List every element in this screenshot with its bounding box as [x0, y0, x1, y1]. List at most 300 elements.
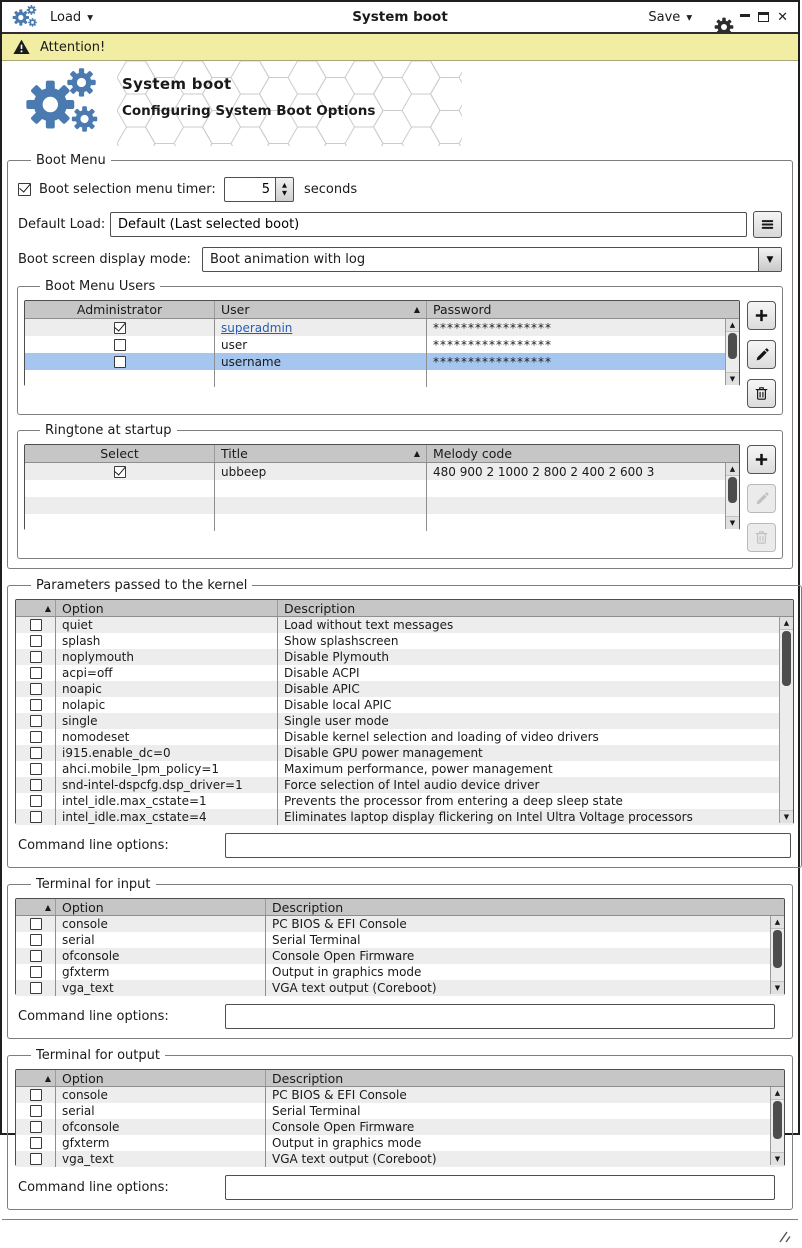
scroll-up-icon[interactable]: ▲ — [726, 319, 739, 332]
attention-banner — [2, 34, 798, 61]
table-row[interactable] — [25, 336, 739, 353]
chevron-down-icon: ▼ — [87, 12, 93, 22]
option-cell — [56, 1135, 266, 1151]
scroll-down-icon[interactable]: ▼ — [780, 810, 793, 823]
column-header[interactable] — [56, 1070, 266, 1086]
scroll-up-icon[interactable]: ▲ — [771, 1087, 784, 1100]
warning-triangle-icon — [12, 38, 31, 56]
kernel-cmdline-input[interactable] — [225, 833, 791, 858]
close-button[interactable]: ✕ — [777, 9, 788, 25]
option-name: gfxterm — [62, 965, 110, 979]
checkbox-cell — [16, 809, 56, 825]
row-checkbox[interactable] — [30, 683, 42, 695]
melody-code: 480 900 2 1000 2 800 2 400 2 600 3 — [433, 464, 655, 479]
column-header[interactable] — [215, 445, 427, 462]
column-header[interactable] — [427, 445, 739, 462]
checkbox-cell — [16, 633, 56, 649]
column-header[interactable] — [25, 445, 215, 462]
option-cell — [56, 964, 266, 980]
users-table-scrollbar[interactable] — [725, 319, 739, 385]
row-checkbox[interactable] — [30, 731, 42, 743]
option-description: Serial Terminal — [272, 933, 361, 947]
column-header[interactable] — [16, 1070, 56, 1086]
option-cell — [56, 1103, 266, 1119]
column-header-label: Melody code — [433, 446, 513, 461]
save-menu-button[interactable] — [648, 10, 692, 25]
column-header[interactable] — [25, 301, 215, 318]
checkbox-cell — [16, 761, 56, 777]
column-header[interactable] — [427, 301, 739, 318]
table-row[interactable] — [16, 761, 793, 777]
option-description: PC BIOS & EFI Console — [272, 1088, 407, 1102]
table-row[interactable] — [16, 948, 784, 964]
checkbox-cell — [16, 1135, 56, 1151]
description-cell — [266, 1119, 784, 1135]
trash-icon — [753, 385, 770, 402]
column-header[interactable] — [56, 600, 278, 616]
display-mode-value: Boot animation with log — [210, 252, 366, 267]
option-name: nolapic — [62, 698, 106, 712]
option-cell — [56, 681, 278, 697]
checkbox-cell — [16, 980, 56, 996]
user-cell — [215, 336, 427, 353]
option-description: Load without text messages — [284, 618, 454, 632]
edit-user-button[interactable] — [747, 340, 776, 369]
option-cell — [56, 1151, 266, 1167]
terminal-input-section — [7, 877, 793, 1039]
column-header[interactable] — [266, 1070, 784, 1086]
option-name: nomodeset — [62, 730, 130, 744]
option-description: Serial Terminal — [272, 1104, 361, 1118]
column-header-label: Option — [62, 899, 104, 915]
option-cell — [56, 649, 278, 665]
description-cell — [278, 633, 793, 649]
scroll-down-icon[interactable]: ▼ — [726, 372, 739, 385]
timer-unit-label: seconds — [304, 182, 358, 197]
option-name: ofconsole — [62, 949, 120, 963]
table-row[interactable] — [16, 1119, 784, 1135]
minimize-button[interactable] — [740, 14, 750, 17]
option-cell — [56, 713, 278, 729]
option-name: splash — [62, 634, 101, 648]
scrollbar-thumb[interactable] — [728, 333, 737, 359]
plus-icon — [753, 307, 770, 324]
column-header[interactable] — [16, 600, 56, 616]
ringtone-table-scrollbar[interactable] — [725, 463, 739, 529]
terminal-input-scrollbar[interactable] — [770, 916, 784, 994]
description-cell — [278, 665, 793, 681]
option-name: vga_text — [62, 981, 114, 995]
column-header-label: Option — [62, 1070, 104, 1086]
option-name: serial — [62, 933, 95, 947]
window-title: System boot — [352, 9, 448, 25]
page-header — [2, 61, 798, 146]
row-checkbox[interactable] — [30, 982, 42, 994]
row-checkbox[interactable] — [30, 1137, 42, 1149]
column-header[interactable] — [16, 899, 56, 915]
description-cell — [278, 793, 793, 809]
edit-ringtone-button[interactable] — [747, 484, 776, 513]
scrollbar-thumb[interactable] — [782, 631, 791, 686]
option-description: Console Open Firmware — [272, 949, 415, 963]
boot-timer-input[interactable] — [224, 177, 276, 202]
table-row[interactable] — [16, 745, 793, 761]
checkbox-cell — [16, 948, 56, 964]
default-load-input[interactable] — [110, 212, 747, 237]
user-cell — [215, 319, 427, 336]
boot-timer-checkbox[interactable] — [18, 183, 31, 196]
checkbox-cell — [16, 617, 56, 633]
row-checkbox[interactable] — [30, 1105, 42, 1117]
table-row[interactable] — [16, 617, 793, 633]
option-description: Output in graphics mode — [272, 1136, 422, 1150]
option-cell — [56, 729, 278, 745]
empty-row — [25, 480, 739, 497]
scroll-up-icon[interactable]: ▲ — [780, 617, 793, 630]
row-checkbox[interactable] — [30, 1121, 42, 1133]
column-header[interactable] — [56, 899, 266, 915]
table-row[interactable] — [16, 980, 784, 996]
plus-icon — [753, 451, 770, 468]
option-description: Disable Plymouth — [284, 650, 389, 664]
load-menu-label: Load — [50, 9, 82, 25]
description-cell — [278, 745, 793, 761]
option-name: noplymouth — [62, 650, 134, 664]
display-mode-label: Boot screen display mode: — [18, 252, 191, 267]
checkbox-cell — [16, 916, 56, 932]
column-header-label: Password — [433, 302, 492, 317]
option-cell — [56, 948, 266, 964]
option-description: Prevents the processor from entering a deep sleep state — [284, 794, 623, 808]
checkbox-cell — [16, 1087, 56, 1103]
table-row[interactable] — [16, 777, 793, 793]
checkbox-cell — [16, 777, 56, 793]
description-cell — [266, 1135, 784, 1151]
empty-row — [25, 514, 739, 531]
option-description: Disable local APIC — [284, 698, 392, 712]
pencil-icon — [754, 491, 770, 507]
column-header[interactable] — [266, 899, 784, 915]
checkbox-cell — [16, 681, 56, 697]
row-checkbox[interactable] — [30, 950, 42, 962]
empty-cell — [427, 370, 739, 387]
row-checkbox[interactable] — [30, 795, 42, 807]
option-description: Disable GPU power management — [284, 746, 483, 760]
row-checkbox[interactable] — [30, 918, 42, 930]
description-cell — [278, 761, 793, 777]
sort-asc-icon: ▲ — [44, 902, 51, 912]
option-description: Force selection of Intel audio device driver — [284, 778, 540, 792]
option-cell — [56, 1119, 266, 1135]
empty-cell — [427, 480, 739, 497]
delete-ringtone-button[interactable] — [747, 523, 776, 552]
option-name: console — [62, 917, 108, 931]
user-cell — [215, 353, 427, 370]
empty-cell — [215, 370, 427, 387]
boot-menu-section — [7, 153, 793, 569]
terminal-output-section — [7, 1048, 793, 1210]
checkbox-cell — [16, 932, 56, 948]
empty-cell — [427, 514, 739, 531]
row-checkbox[interactable] — [30, 763, 42, 775]
kernel-params-legend: Parameters passed to the kernel — [36, 578, 248, 593]
row-checkbox[interactable] — [114, 356, 126, 368]
kernel-cmdline-label: Command line options: — [18, 838, 169, 853]
table-row[interactable] — [25, 319, 739, 336]
option-name: i915.enable_dc=0 — [62, 746, 171, 760]
sort-asc-icon: ▲ — [413, 449, 420, 458]
option-description: Show splashscreen — [284, 634, 399, 648]
scroll-down-icon[interactable]: ▼ — [771, 981, 784, 994]
checkbox-cell — [16, 665, 56, 681]
option-description: Disable kernel selection and loading of video drivers — [284, 730, 599, 744]
password-cell — [427, 319, 739, 336]
checkbox-cell — [16, 729, 56, 745]
default-load-list-button[interactable] — [753, 211, 782, 238]
checkbox-cell — [16, 1151, 56, 1167]
settings-gear-icon[interactable] — [705, 8, 724, 27]
terminal-output-scrollbar[interactable] — [770, 1087, 784, 1165]
option-cell — [56, 916, 266, 932]
chevron-down-icon: ▼ — [686, 12, 693, 22]
description-cell — [266, 1087, 784, 1103]
option-name: quiet — [62, 618, 93, 632]
row-checkbox[interactable] — [30, 651, 42, 663]
description-cell — [278, 617, 793, 633]
option-name: gfxterm — [62, 1136, 110, 1150]
table-row[interactable] — [25, 353, 739, 370]
row-checkbox[interactable] — [114, 322, 126, 334]
option-description: Disable ACPI — [284, 666, 360, 680]
kernel-params-section — [7, 578, 802, 868]
description-cell — [266, 1103, 784, 1119]
kernel-table-scrollbar[interactable] — [779, 617, 793, 823]
option-cell — [56, 745, 278, 761]
spin-down-icon[interactable]: ▼ — [282, 188, 287, 197]
display-mode-select[interactable] — [202, 247, 782, 272]
terminal-input-cmdline-input[interactable] — [225, 1004, 775, 1029]
scrollbar-track[interactable] — [771, 929, 784, 981]
empty-cell — [427, 497, 739, 514]
load-menu-button[interactable] — [50, 10, 93, 25]
option-name: noapic — [62, 682, 102, 696]
terminal-output-cmdline-input[interactable] — [225, 1175, 775, 1200]
column-header-label: Description — [272, 1070, 344, 1086]
row-checkbox[interactable] — [30, 715, 42, 727]
option-description: VGA text output (Coreboot) — [272, 981, 437, 995]
option-cell — [56, 777, 278, 793]
option-cell — [56, 1087, 266, 1103]
table-row[interactable] — [16, 665, 793, 681]
table-row[interactable] — [16, 1087, 784, 1103]
row-checkbox[interactable] — [30, 934, 42, 946]
default-load-label: Default Load: — [18, 217, 106, 232]
row-checkbox[interactable] — [30, 667, 42, 679]
main-content — [2, 146, 798, 1219]
description-cell — [278, 681, 793, 697]
password-masked: ***************** — [433, 354, 552, 369]
app-gears-icon — [12, 5, 39, 29]
table-row[interactable] — [16, 729, 793, 745]
scroll-up-icon[interactable]: ▲ — [726, 463, 739, 476]
row-checkbox[interactable] — [114, 339, 126, 351]
terminal-input-legend: Terminal for input — [36, 877, 151, 892]
option-cell — [56, 697, 278, 713]
sort-asc-icon: ▲ — [413, 305, 420, 314]
row-checkbox[interactable] — [30, 619, 42, 631]
option-cell — [56, 665, 278, 681]
table-row[interactable] — [16, 1103, 784, 1119]
sort-asc-icon: ▲ — [44, 603, 51, 613]
column-header-label: Administrator — [76, 302, 163, 317]
password-masked: ***************** — [433, 320, 552, 335]
scrollbar-thumb[interactable] — [728, 477, 737, 503]
description-cell — [278, 697, 793, 713]
title-bar — [2, 2, 798, 34]
empty-cell — [215, 514, 427, 531]
column-header-label: User — [221, 302, 250, 317]
scrollbar-track[interactable] — [726, 332, 739, 372]
table-row[interactable] — [16, 793, 793, 809]
terminal-input-cmdline-label: Command line options: — [18, 1009, 169, 1024]
boot-timer-spinner[interactable] — [276, 177, 294, 202]
maximize-button[interactable] — [758, 12, 769, 22]
checkbox-cell — [16, 649, 56, 665]
resize-grip[interactable] — [777, 1230, 792, 1243]
row-checkbox[interactable] — [30, 811, 42, 823]
option-name: ahci.mobile_lpm_policy=1 — [62, 762, 220, 776]
scrollbar-thumb[interactable] — [773, 1101, 782, 1139]
description-cell — [266, 932, 784, 948]
table-row[interactable] — [16, 681, 793, 697]
option-cell — [56, 617, 278, 633]
option-description: Maximum performance, power management — [284, 762, 553, 776]
option-name: intel_idle.max_cstate=1 — [62, 794, 207, 808]
description-cell — [278, 809, 793, 825]
option-name: acpi=off — [62, 666, 113, 680]
terminal-output-cmdline-label: Command line options: — [18, 1180, 169, 1195]
empty-cell — [25, 514, 215, 531]
column-header-label: Option — [62, 600, 104, 616]
page-subtitle: Configuring System Boot Options — [122, 103, 376, 119]
status-bar — [2, 1219, 798, 1248]
empty-cell — [25, 370, 215, 387]
melody-cell — [427, 463, 739, 480]
ringtone-table — [24, 444, 740, 530]
row-checkbox[interactable] — [30, 699, 42, 711]
scrollbar-track[interactable] — [771, 1100, 784, 1152]
table-row[interactable] — [16, 964, 784, 980]
table-row[interactable] — [16, 1151, 784, 1167]
table-row[interactable] — [16, 932, 784, 948]
boot-menu-users-legend: Boot Menu Users — [45, 279, 156, 294]
boot-timer-label: Boot selection menu timer: — [18, 182, 224, 197]
table-row[interactable] — [16, 633, 793, 649]
table-row[interactable] — [16, 697, 793, 713]
ringtone-title: ubbeep — [221, 464, 267, 479]
option-cell — [56, 633, 278, 649]
table-row[interactable] — [16, 713, 793, 729]
option-description: PC BIOS & EFI Console — [272, 917, 407, 931]
scroll-down-icon[interactable]: ▼ — [771, 1152, 784, 1165]
row-checkbox[interactable] — [30, 1153, 42, 1165]
column-header-label: Select — [100, 446, 139, 461]
row-checkbox[interactable] — [114, 466, 126, 478]
checkbox-cell — [16, 697, 56, 713]
table-row[interactable] — [16, 649, 793, 665]
dropdown-arrow-icon[interactable]: ▼ — [758, 248, 781, 271]
table-row[interactable] — [25, 463, 739, 480]
checkbox-cell — [25, 336, 215, 353]
scrollbar-thumb[interactable] — [773, 930, 782, 968]
trash-icon — [753, 529, 770, 546]
app-logo-gears-icon — [24, 68, 104, 138]
row-checkbox[interactable] — [30, 747, 42, 759]
checkbox-cell — [16, 964, 56, 980]
table-row[interactable] — [16, 1135, 784, 1151]
boot-menu-users-table — [24, 300, 740, 386]
password-cell — [427, 336, 739, 353]
column-header[interactable] — [215, 301, 427, 318]
row-checkbox[interactable] — [30, 779, 42, 791]
row-checkbox[interactable] — [30, 635, 42, 647]
column-header-label: Description — [272, 899, 344, 915]
title-cell — [215, 463, 427, 480]
terminal-input-table — [15, 898, 785, 995]
checkbox-cell — [25, 319, 215, 336]
add-ringtone-button[interactable] — [747, 445, 776, 474]
checkbox-cell — [16, 793, 56, 809]
option-description: Disable APIC — [284, 682, 360, 696]
empty-cell — [25, 497, 215, 514]
delete-user-button[interactable] — [747, 379, 776, 408]
empty-cell — [215, 480, 427, 497]
ringtone-section — [17, 423, 783, 559]
option-cell — [56, 809, 278, 825]
column-header[interactable] — [278, 600, 793, 616]
description-cell — [266, 916, 784, 932]
terminal-output-legend: Terminal for output — [36, 1048, 160, 1063]
column-header-label: Description — [284, 600, 356, 616]
scrollbar-track[interactable] — [726, 476, 739, 516]
table-row[interactable] — [16, 809, 793, 825]
column-header-label: Title — [221, 446, 248, 461]
option-name: console — [62, 1088, 108, 1102]
scroll-down-icon[interactable]: ▼ — [726, 516, 739, 529]
spin-up-icon[interactable]: ▲ — [282, 180, 287, 189]
option-cell — [56, 980, 266, 996]
row-checkbox[interactable] — [30, 966, 42, 978]
description-cell — [266, 948, 784, 964]
description-cell — [278, 729, 793, 745]
option-cell — [56, 932, 266, 948]
table-row[interactable] — [16, 916, 784, 932]
user-link[interactable]: superadmin — [221, 320, 293, 335]
option-name: vga_text — [62, 1152, 114, 1166]
empty-cell — [215, 497, 427, 514]
row-checkbox[interactable] — [30, 1089, 42, 1101]
attention-text: Attention! — [40, 39, 106, 55]
description-cell — [266, 964, 784, 980]
sort-asc-icon: ▲ — [44, 1073, 51, 1083]
save-menu-label: Save — [648, 9, 681, 25]
checkbox-cell — [25, 353, 215, 370]
scrollbar-track[interactable] — [780, 630, 793, 810]
add-user-button[interactable] — [747, 301, 776, 330]
option-name: single — [62, 714, 98, 728]
password-masked: ***************** — [433, 337, 552, 352]
scroll-up-icon[interactable]: ▲ — [771, 916, 784, 929]
